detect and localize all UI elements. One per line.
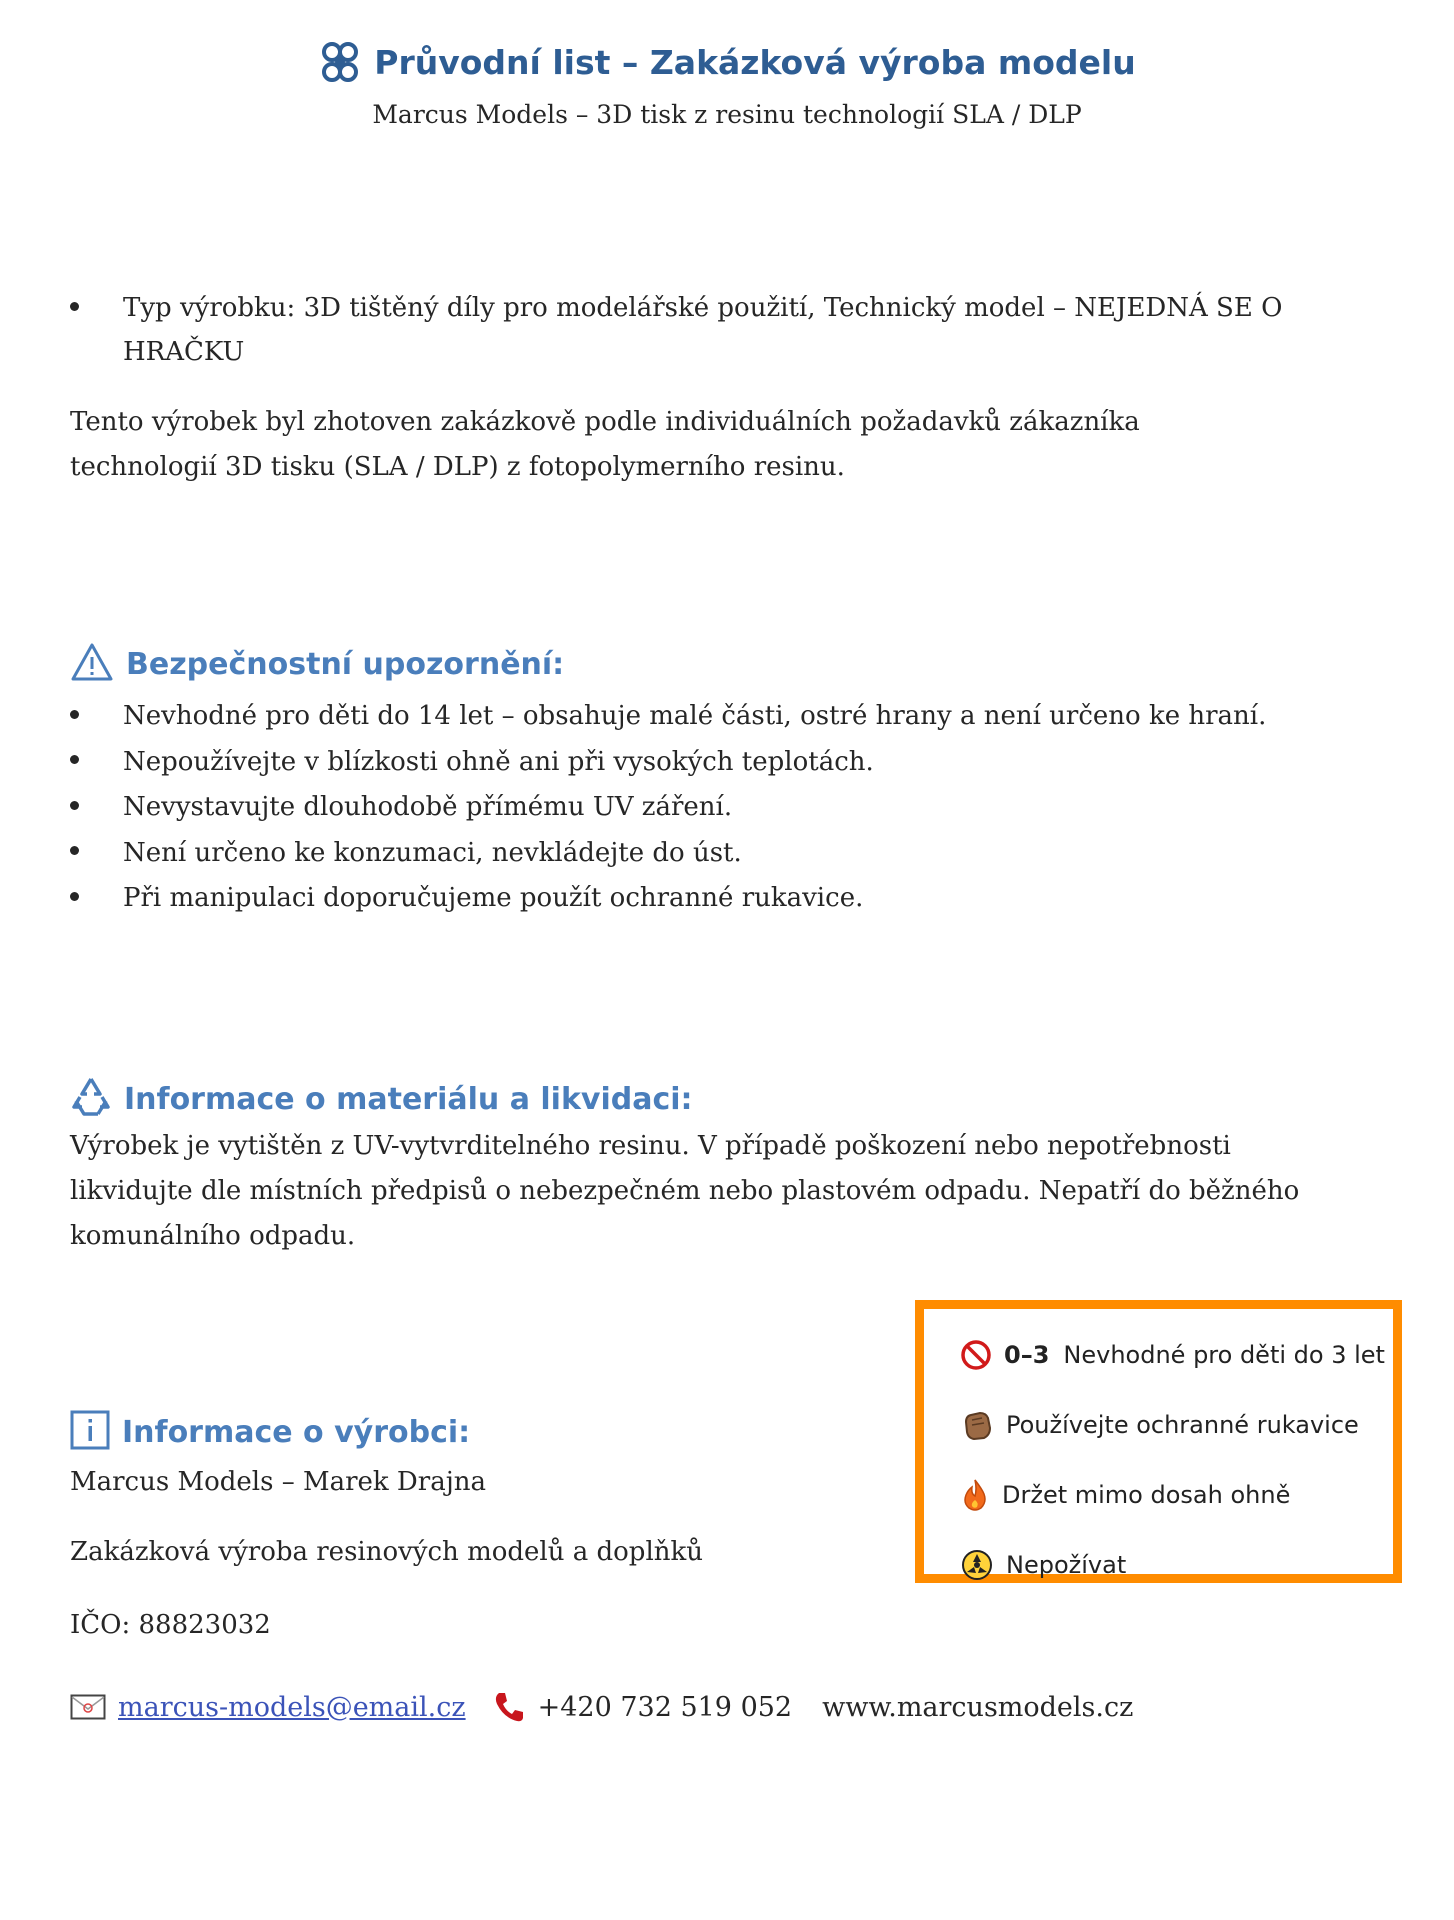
product-description: Tento výrobek byl zhotoven zakázkově podle individuálních požadavků zákazníka technologií 3D tisku (SLA / DLP) z fotopolymerního resinu. [70, 407, 1140, 482]
manufacturer-name: Marcus Models – Marek Drajna [70, 1467, 486, 1497]
manufacturer-heading [70, 1410, 470, 1450]
manufacturer-heading-text: Informace o výrobci: [122, 1415, 471, 1450]
legend-label: Držet mimo dosah ohně [1002, 1481, 1291, 1509]
recycle-icon [70, 1075, 112, 1117]
safety-item: Nevhodné pro děti do 14 let – obsahuje malé části, ostré hrany a není určeno ke hraní. [70, 694, 1390, 740]
safety-heading-text: Bezpečnostní upozornění: [126, 647, 565, 682]
manufacturer-activity: Zakázková výroba resinových modelů a doplňků [70, 1537, 704, 1567]
email-icon [70, 1694, 106, 1720]
flame-icon [960, 1478, 990, 1512]
phone-icon [492, 1690, 526, 1724]
legend-label: Používejte ochranné rukavice [1006, 1411, 1359, 1439]
manufacturer-ico: IČO: 88823032 [70, 1610, 271, 1640]
legend-item-age [960, 1337, 1385, 1373]
safety-item: Nepoužívejte v blízkosti ohně ani při vysokých teplotách. [70, 740, 1390, 786]
page-title [0, 40, 1454, 84]
legend-label: Nepožívat [1006, 1551, 1127, 1579]
safety-item: Při manipulaci doporučujeme použít ochranné rukavice. [70, 876, 1390, 922]
website[interactable]: www.marcusmodels.cz [822, 1691, 1134, 1723]
legend-item-gloves [960, 1407, 1359, 1443]
page-title-text: Průvodní list – Zakázková výroba modelu [374, 43, 1136, 82]
legend-item-fire [960, 1477, 1290, 1513]
legend-label: Nevhodné pro děti do 3 let [1063, 1341, 1385, 1369]
prohibited-icon [960, 1339, 992, 1371]
contact-row [70, 1690, 1133, 1724]
material-text: Výrobek je vytištěn z UV-vytvrditelného resinu. V případě poškození nebo nepotřebnosti likvidujte dle místních předpisů o nebezpečném nebo plastovém odpadu. Nepatří do běžného komunálního odpadu. [70, 1131, 1300, 1251]
safety-item: Není určeno ke konzumaci, nevkládejte do úst. [70, 831, 1390, 877]
phone-number: +420 732 519 052 [537, 1691, 793, 1723]
material-heading-text: Informace o materiálu a likvidaci: [124, 1082, 693, 1117]
legend-item-ingest [960, 1547, 1126, 1583]
symbol-legend [915, 1300, 1402, 1583]
info-icon [70, 1410, 110, 1450]
product-type-list [70, 286, 1360, 374]
page-subtitle: Marcus Models – 3D tisk z resinu technologií SLA / DLP [372, 100, 1082, 129]
material-heading [70, 1075, 693, 1117]
warning-triangle-icon [70, 642, 114, 682]
product-type-item: Typ výrobku: 3D tištěný díly pro modelářské použití, Technický model – NEJEDNÁ SE O HRAČKU [70, 286, 1360, 374]
safety-item: Nevystavujte dlouhodobě přímému UV záření. [70, 785, 1390, 831]
email-link[interactable]: marcus-models@email.cz [118, 1691, 466, 1723]
hazard-icon [960, 1548, 994, 1582]
model-parts-icon [318, 40, 362, 84]
legend-age-code: 0–3 [1004, 1341, 1050, 1369]
glove-icon [960, 1408, 994, 1442]
safety-list [70, 694, 1390, 922]
safety-heading [70, 642, 564, 682]
